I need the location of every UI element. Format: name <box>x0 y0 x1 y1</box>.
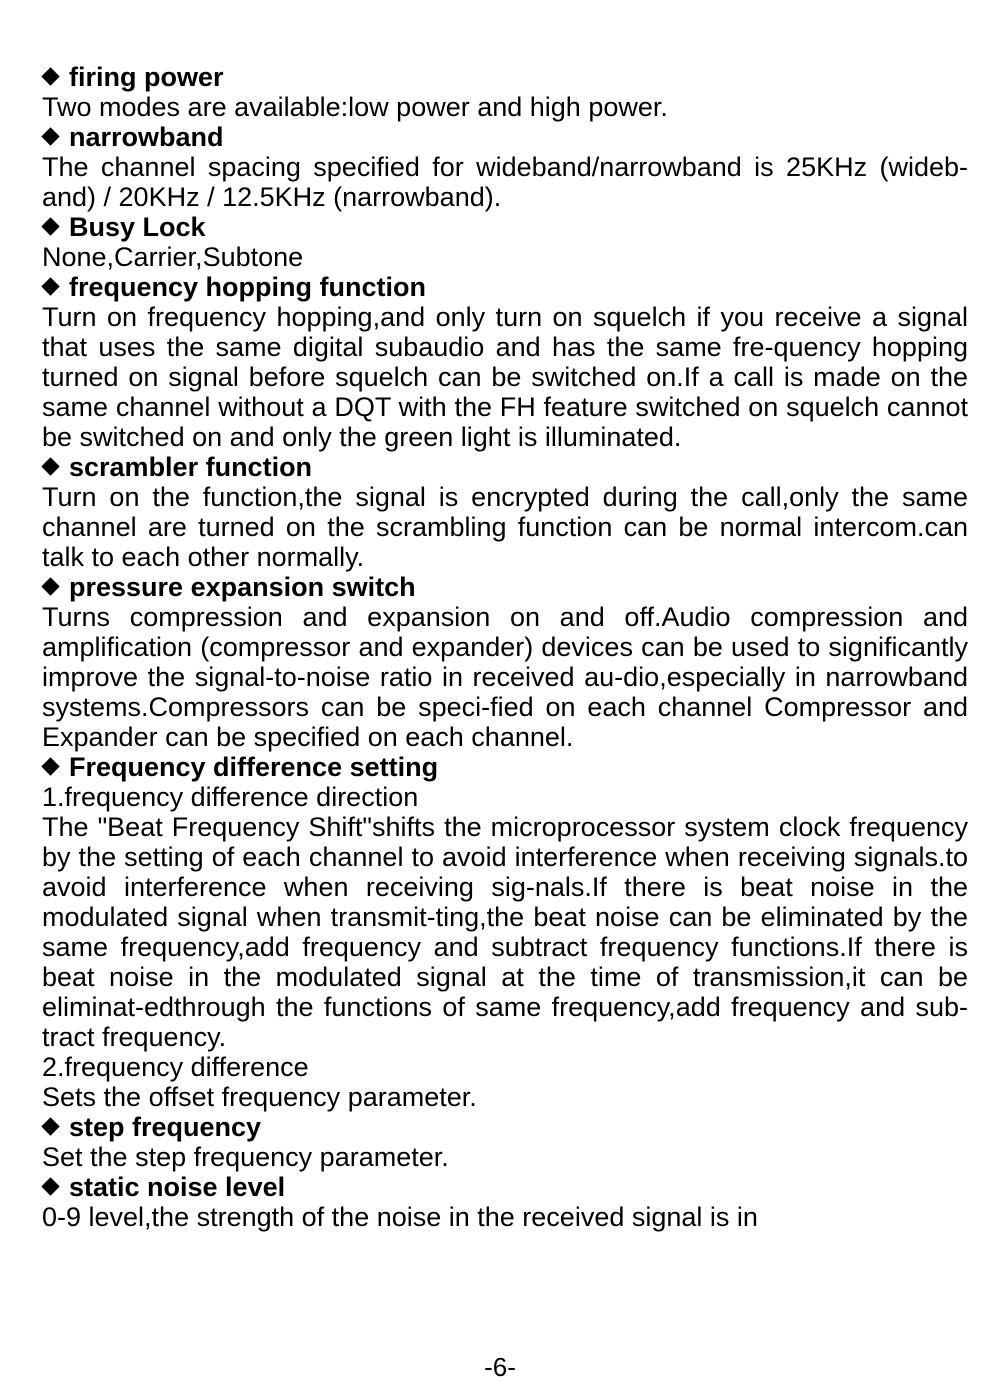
diamond-bullet-icon <box>42 1178 60 1196</box>
section-body-frequency-difference: Sets the offset frequency parameter. <box>42 1082 477 1112</box>
section-heading-firing-power <box>42 62 968 92</box>
diamond-bullet-icon <box>42 68 60 86</box>
section-heading-frequency-hopping <box>42 272 968 302</box>
diamond-bullet-icon <box>42 1118 60 1136</box>
heading-text: firing power <box>69 62 224 92</box>
diamond-bullet-icon <box>42 758 60 776</box>
manual-page-content <box>42 62 968 1232</box>
section-heading-pressure-expansion <box>42 572 968 602</box>
section-body-static-noise: 0-9 level,the strength of the noise in the received signal is in <box>42 1202 758 1232</box>
section-heading-step-frequency <box>42 1112 968 1142</box>
subsection-title-frequency-difference: 2.frequency difference <box>42 1052 309 1082</box>
section-heading-narrowband <box>42 122 968 152</box>
section-heading-frequency-difference <box>42 752 968 782</box>
section-heading-busy-lock <box>42 212 968 242</box>
section-body-frequency-hopping: Turn on frequency hopping,and only turn on squelch if you receive a signal that uses the same digital subaudio and has the same fre-quency hopping turned on signal before squelch can be switched on.If a call is made on the same channel without a DQT with the FH feature switched on squelch cannot be switched on and only the green light is illuminated. <box>42 302 968 452</box>
section-body-narrowband: The channel spacing specified for wideband/narrowband is 25KHz (wideb-and) / 20KHz / 12.5KHz (narrowband). <box>42 152 968 212</box>
section-heading-scrambler <box>42 452 968 482</box>
section-body-step-frequency: Set the step frequency parameter. <box>42 1142 449 1172</box>
diamond-bullet-icon <box>42 278 60 296</box>
diamond-bullet-icon <box>42 458 60 476</box>
diamond-bullet-icon <box>42 578 60 596</box>
diamond-bullet-icon <box>42 128 60 146</box>
subsection-title-frequency-difference-direction: 1.frequency difference direction <box>42 782 419 812</box>
heading-text: pressure expansion switch <box>69 572 416 602</box>
heading-text: scrambler function <box>69 452 313 482</box>
section-heading-static-noise <box>42 1172 968 1202</box>
heading-text: step frequency <box>69 1112 262 1142</box>
heading-text: frequency hopping function <box>69 272 426 302</box>
section-body-frequency-difference-direction: The "Beat Frequency Shift"shifts the microprocessor system clock frequency by the setting of each channel to avoid interference when receiving signals.to avoid interference when receiving sig-nals.If there is beat noise in the modulated signal when transmit-ting,the beat noise can be eliminated by the same frequency,add frequency and subtract frequency functions.If there is beat noise in the modulated signal at the time of transmission,it can be eliminat-edthrough the functions of same frequency,add frequency and sub-tract frequency. <box>42 812 968 1052</box>
heading-text: static noise level <box>69 1172 286 1202</box>
heading-text: Busy Lock <box>69 212 206 242</box>
section-body-busy-lock: None,Carrier,Subtone <box>42 242 304 272</box>
heading-text: narrowband <box>69 122 224 152</box>
diamond-bullet-icon <box>42 218 60 236</box>
section-body-firing-power: Two modes are available:low power and high power. <box>42 92 668 122</box>
page-number: -6- <box>484 1352 516 1382</box>
section-body-scrambler: Turn on the function,the signal is encrypted during the call,only the same channel are turned on the scrambling function can be normal intercom.can talk to each other normally. <box>42 482 968 572</box>
section-body-pressure-expansion: Turns compression and expansion on and off.Audio compression and amplification (compressor and expander) devices can be used to significantly improve the signal-to-noise ratio in received au-dio,especially in narrowband systems.Compressors can be speci-fied on each channel Compressor and Expander can be specified on each channel. <box>42 602 968 752</box>
heading-text: Frequency difference setting <box>69 752 439 782</box>
